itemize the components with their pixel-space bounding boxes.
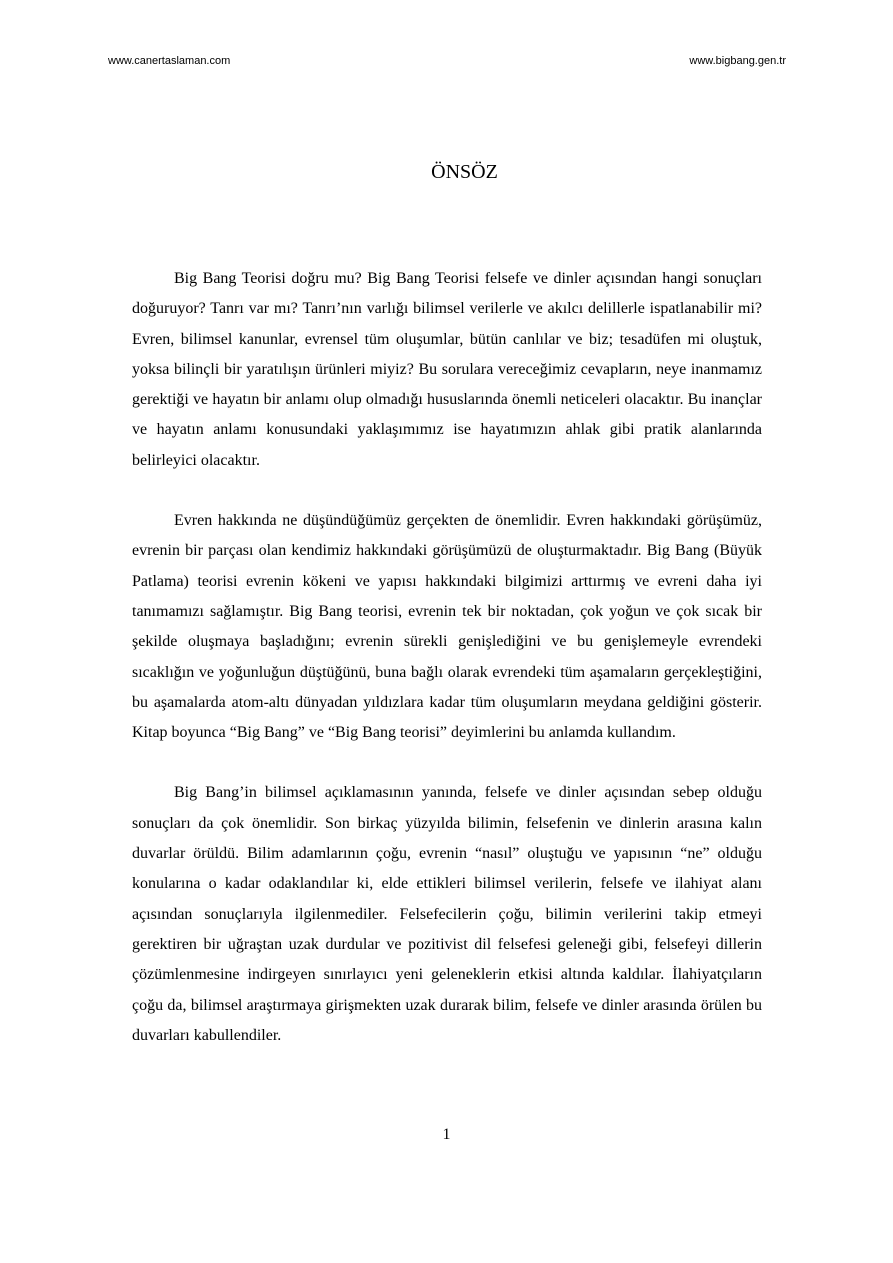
header-right-url: www.bigbang.gen.tr: [689, 55, 786, 67]
paragraph: Evren hakkında ne düşündüğümüz gerçekten de önemlidir. Evren hakkındaki görüşümüz, evrenin bir parçası olan kendimiz hakkındaki görüşümüzü de oluşturmaktadır. Big Bang (Büyük Patlama) teorisi evrenin kökeni ve yapısı hakkındaki bilgimizi arttırmış ve evreni daha iyi tanımamızı sağlamıştır. Big Bang teorisi, evrenin tek bir noktadan, çok yoğun ve çok sıcak bir şekilde oluşmaya başladığını; evrenin sürekli genişlediğini ve bu genişlemeyle evrendeki sıcaklığın ve yoğunluğun düştüğünü, buna bağlı olarak evrendeki tüm aşamaların gerçekleştiğini, bu aşamalarda atom-altı dünyadan yıldızlara kadar tüm oluşumların meydana geldiğini gösterir. Kitap boyunca “Big Bang” ve “Big Bang teorisi” deyimlerini bu anlamda kullandım.: [132, 512, 762, 742]
page-title: ÖNSÖZ: [431, 161, 498, 183]
paragraph: Big Bang’in bilimsel açıklamasının yanında, felsefe ve dinler açısından sebep olduğu sonuçları da çok önemlidir. Son birkaç yüzyılda bilimin, felsefenin ve dinlerin arasına kalın duvarlar örüldü. Bilim adamlarının çoğu, evrenin “nasıl” oluştuğu ve yapısının “ne” olduğu konularına o kadar odaklandılar ki, elde ettikleri bilimsel verilerin, felsefe ve ilahiyat alanı açısından sonuçlarıyla ilgilenmediler. Felsefecilerin çoğu, bilimin verilerini takip etmeyi gerektiren bir uğraştan uzak durdular ve pozitivist dil felsefesi geleneği gibi, felsefeyi dillerin çözümlenmesine indirgeyen sınırlayıcı yeni geleneklerin etkisi altında kaldılar. İlahiyatçıların çoğu da, bilimsel araştırmaya girişmekten uzak durarak bilim, felsefe ve dinler arasında örülen bu duvarları kabullendiler.: [132, 784, 762, 1044]
header-left-url: www.canertaslaman.com: [108, 55, 231, 67]
paragraph: Big Bang Teorisi doğru mu? Big Bang Teorisi felsefe ve dinler açısından hangi sonuçları doğuruyor? Tanrı var mı? Tanrı’nın varlığı bilimsel verilerle ve akılcı delillerle ispatlanabilir mi? Evren, bilimsel kanunlar, evrensel tüm oluşumlar, bütün canlılar ve biz; tesadüfen mi oluştuk, yoksa bilinçli bir yaratılışın ürünleri miyiz? Bu sorulara vereceğimiz cevapların, neye inanmamız gerektiği ve hayatın bir anlamı olup olmadığı hususlarında önemli neticeleri olacaktır. Bu inançlar ve hayatın anlamı konusundaki yaklaşımımız ise hayatımızın ahlak gibi pratik alanlarında belirleyici olacaktır.: [132, 270, 762, 469]
page-number: 1: [442, 1126, 451, 1143]
document-body: [132, 264, 762, 1081]
